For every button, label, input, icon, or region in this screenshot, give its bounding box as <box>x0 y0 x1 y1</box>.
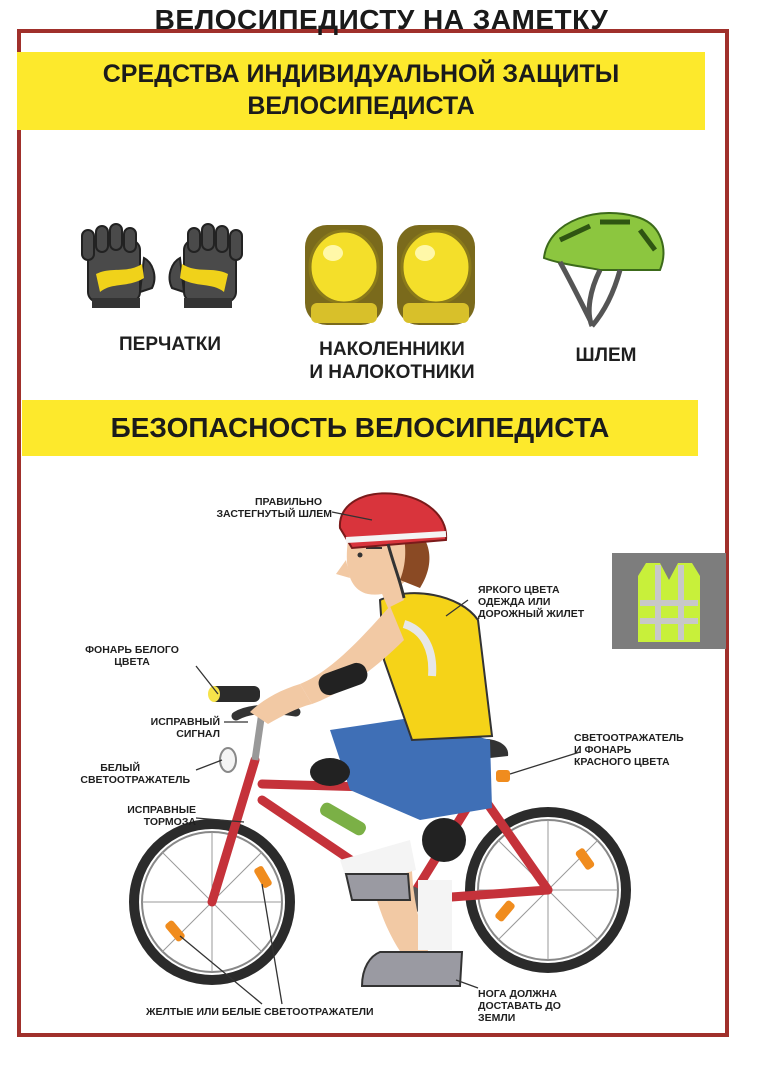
callout-helmet <box>186 496 332 520</box>
callout-clothing-line1: ЯРКОГО ЦВЕТА <box>478 584 560 596</box>
gloves-label: ПЕРЧАТКИ <box>119 334 221 355</box>
callout-helmet-line2: ЗАСТЕГНУТЫЙ ШЛЕМ <box>216 508 332 520</box>
callout-white-reflector-line1: БЕЛЫЙ <box>100 762 140 774</box>
callout-signal-line1: ИСПРАВНЫЙ <box>150 716 220 728</box>
helmet-icon <box>544 213 663 326</box>
protection-heading-line2: ВЕЛОСИПЕДИСТА <box>247 92 475 120</box>
helmet-label: ШЛЕМ <box>575 345 637 366</box>
knee-pads-label-line2: И НАЛОКОТНИКИ <box>309 362 475 383</box>
callout-white-reflector <box>40 762 190 786</box>
callout-front-light-line1: ФОНАРЬ БЕЛОГО <box>85 644 179 656</box>
protection-heading-line1: СРЕДСТВА ИНДИВИДУАЛЬНОЙ ЗАЩИТЫ <box>102 60 620 88</box>
callout-brakes <box>96 804 196 828</box>
callout-rear-reflector <box>574 732 714 768</box>
gloves-icon <box>82 224 242 308</box>
callout-brakes-line2: ТОРМОЗА <box>143 816 196 828</box>
callout-clothing <box>478 584 608 620</box>
knee-pads-label-line1: НАКОЛЕННИКИ <box>319 339 465 360</box>
callout-white-reflector-line2: СВЕТООТРАЖАТЕЛЬ <box>80 774 190 786</box>
callout-foot-line1: НОГА ДОЛЖНА <box>478 988 557 1000</box>
callout-helmet-line1: ПРАВИЛЬНО <box>254 496 322 508</box>
callout-signal <box>120 716 220 740</box>
callout-clothing-line2: ОДЕЖДА ИЛИ <box>478 596 551 608</box>
callout-foot-line3: ЗЕМЛИ <box>478 1012 516 1024</box>
callout-clothing-line3: ДОРОЖНЫЙ ЖИЛЕТ <box>478 608 585 620</box>
callout-front-light <box>72 644 192 668</box>
safety-heading-band: БЕЗОПАСНОСТЬ ВЕЛОСИПЕДИСТА <box>22 400 698 456</box>
callout-wheel-reflectors: ЖЕЛТЫЕ ИЛИ БЕЛЫЕ СВЕТООТРАЖАТЕЛИ <box>146 1006 374 1018</box>
callout-brakes-line1: ИСПРАВНЫЕ <box>127 804 196 816</box>
callout-rear-line2: И ФОНАРЬ <box>574 744 632 756</box>
callout-front-light-line2: ЦВЕТА <box>114 656 150 668</box>
callout-rear-line3: КРАСНОГО ЦВЕТА <box>574 756 670 768</box>
callout-signal-line2: СИГНАЛ <box>176 728 220 740</box>
vest-photo <box>612 553 726 649</box>
knee-pads-icon <box>305 225 475 325</box>
callout-foot-line2: ДОСТАВАТЬ ДО <box>478 1000 561 1012</box>
knee-pads-label <box>292 338 492 384</box>
callout-foot <box>478 988 598 1024</box>
callout-rear-line1: СВЕТООТРАЖАТЕЛЬ <box>574 732 684 744</box>
page-title: ВЕЛОСИПЕДИСТУ НА ЗАМЕТКУ <box>154 4 609 35</box>
